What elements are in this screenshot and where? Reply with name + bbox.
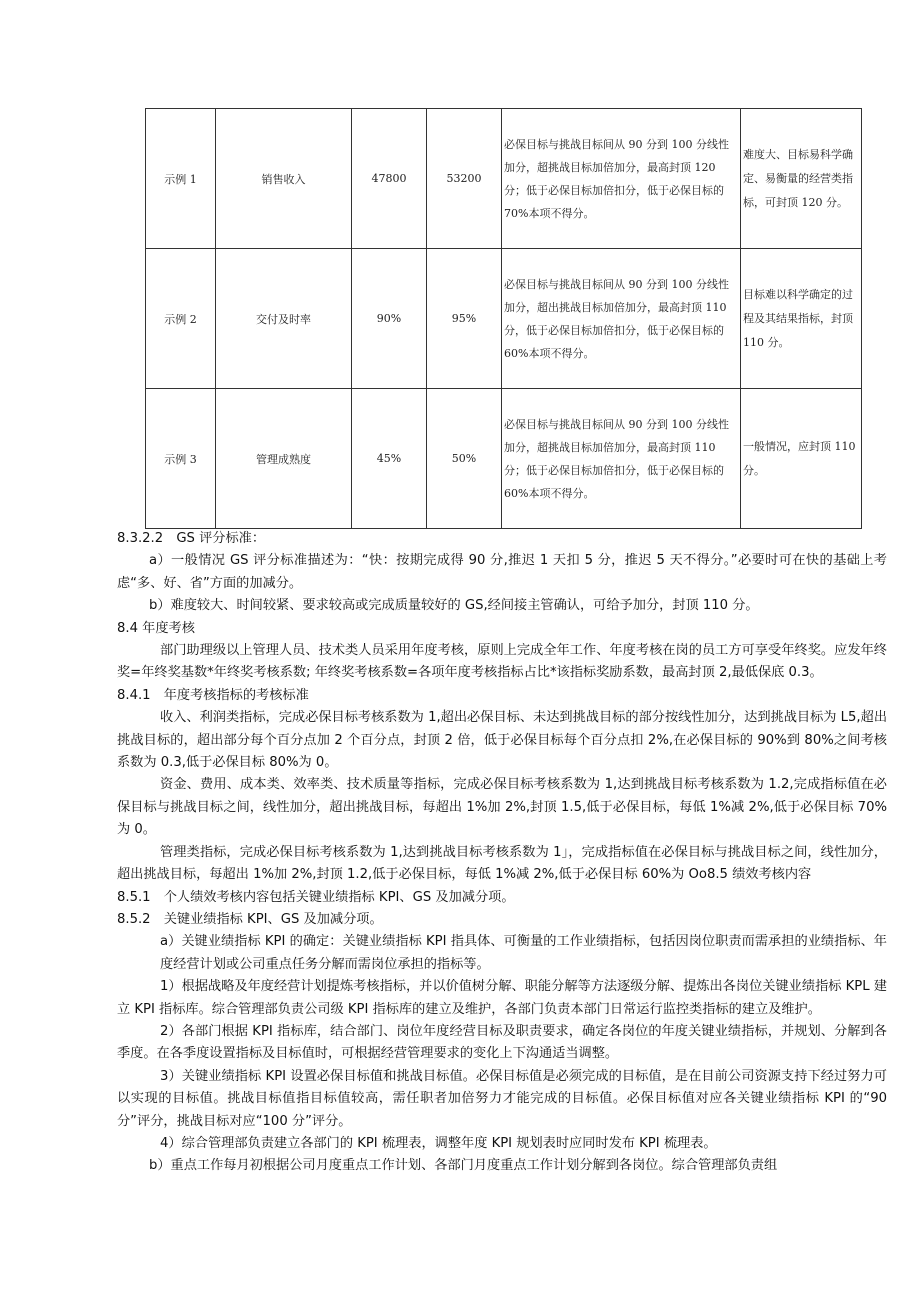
table-row	[146, 389, 862, 529]
cost-indicator-paragraph: 资金、费用、成本类、效率类、技术质量等指标，完成必保目标考核系数为 1,达到挑战目标考核系数为 1.2,完成指标值在必保目标与挑战目标之间，线性加分，超出挑战目标，每超出 1%加 2%,封顶 1.5,低于必保目标，每低 1%减 2%,低于必保目标 70%为 0。	[117, 777, 887, 838]
kpi-step-1: 1）根据战略及年度经营计划提炼考核指标，并以价值树分解、职能分解等方法逐级分解、提炼出各岗位关键业绩指标 KPL 建立 KPI 指标库。综合管理部负责公司级 KPI 指标库的建立及维护，各部门负责本部门日常运行监控类指标的建立及维护。	[117, 979, 887, 1017]
revenue-indicator-paragraph: 收入、利润类指标，完成必保目标考核系数为 1,超出必保目标、未达到挑战目标的部分按线性加分，达到挑战目标为 L5,超出挑战目标的，超出部分每个百分点加 2 个百分点，封顶 2 倍，低于必保目标每个百分点扣 2%,在必保目标的 90%到 80%之间考核系数为 0.3,低于必保目标 80%为 0。	[117, 710, 887, 771]
scoring-rule-cell: 必保目标与挑战目标间从 90 分到 100 分线性加分，超出挑战目标加倍加分，最高封顶 110 分，低于必保目标加倍扣分，低于必保目标的 60%本项不得分。	[502, 249, 741, 389]
remark-cell: 难度大、目标易科学确定、易衡量的经营类指标，可封顶 120 分。	[741, 109, 862, 249]
management-indicator-paragraph: 管理类指标，完成必保目标考核系数为 1,达到挑战目标考核系数为 1」，完成指标值在必保目标与挑战目标之间，线性加分，超出挑战目标，每超出 1%加 2%,封顶 1.2,低于必保目标，每低 1%减 2%,低于必保目标 60%为 Oo8.5 绩效考核内容	[117, 844, 887, 883]
guarantee-target-cell: 90%	[352, 249, 427, 389]
indicator-cell: 管理成熟度	[216, 389, 352, 529]
example-name-cell: 示例 2	[146, 249, 216, 389]
annual-review-paragraph: 部门助理级以上管理人员、技术类人员采用年度考核，原则上完成全年工作、年度考核在岗的员工方可享受年终奖。应发年终奖=年终奖基数*年终奖考核系数; 年终奖考核系数=各项年度考核指标占比*该指标奖励系数，最高封顶 2,最低保底 0.3。	[117, 643, 887, 681]
indicator-cell: 交付及时率	[216, 249, 352, 389]
section-heading-8-4: 8.4 年度考核	[117, 620, 195, 636]
document-body	[117, 528, 887, 1178]
example-name-cell: 示例 1	[146, 109, 216, 249]
guarantee-target-cell: 45%	[352, 389, 427, 529]
kpi-step-3: 3）关键业绩指标 KPI 设置必保目标值和挑战目标值。必保目标值是必须完成的目标值，是在目前公司资源支持下经过努力可以实现的目标值。挑战目标值指目标值较高，需任职者加倍努力才能完成的目标值。必保目标值对应各关键业绩指标 KPI 的“90 分”评分，挑战目标对应“100 分”评分。	[117, 1068, 887, 1129]
kpi-step-4: 4）综合管理部负责建立各部门的 KPI 梳理表，调整年度 KPI 规划表时应同时发布 KPI 梳理表。	[160, 1135, 717, 1151]
key-work-paragraph: b）重点工作每月初根据公司月度重点工作计划、各部门月度重点工作计划分解到各岗位。综合管理部负责组	[149, 1158, 778, 1174]
kpi-example-table	[145, 108, 862, 529]
kpi-step-2: 2）各部门根据 KPI 指标库，结合部门、岗位年度经营目标及职责要求，确定各岗位的年度关键业绩指标，并规划、分解到各季度。在各季度设置指标及目标值时，可根据经营管理要求的变化上下沟通适当调整。	[117, 1023, 887, 1062]
section-heading-8-4-1: 8.4.1 年度考核指标的考核标准	[117, 687, 309, 703]
gs-standard-b: b）难度较大、时间较紧、要求较高或完成质量较好的 GS,经间接主管确认，可给予加分，封顶 110 分。	[149, 598, 759, 614]
section-8-5-2: 8.5.2 关键业绩指标 KPI、GS 及加减分项。	[117, 911, 383, 927]
table-row	[146, 249, 862, 389]
scoring-rule-cell: 必保目标与挑战目标间从 90 分到 100 分线性加分，超挑战目标加倍加分，最高封顶 120 分；低于必保目标加倍扣分，低于必保目标的 70%本项不得分。	[502, 109, 741, 249]
remark-cell: 目标难以科学确定的过程及其结果指标，封顶 110 分。	[741, 249, 862, 389]
gs-standard-a: a）一般情况 GS 评分标准描述为：“快：按期完成得 90 分,推迟 1 天扣 5 分，推迟 5 天不得分。”必要时可在快的基础上考虑“多、好、省”方面的加减分。	[117, 553, 887, 591]
table-row	[146, 109, 862, 249]
section-8-5-1: 8.5.1 个人绩效考核内容包括关键业绩指标 KPI、GS 及加减分项。	[117, 889, 515, 905]
scoring-rule-cell: 必保目标与挑战目标间从 90 分到 100 分线性加分，超挑战目标加倍加分，最高封顶 110 分；低于必保目标加倍扣分，低于必保目标的 60%本项不得分。	[502, 389, 741, 529]
challenge-target-cell: 95%	[427, 249, 502, 389]
section-heading-8-3-2-2: 8.3.2.2 GS 评分标准：	[117, 531, 266, 546]
challenge-target-cell: 50%	[427, 389, 502, 529]
kpi-definition-paragraph: a）关键业绩指标 KPI 的确定：关键业绩指标 KPI 指具体、可衡量的工作业绩指标，包括因岗位职责而需承担的业绩指标、年度经营计划或公司重点任务分解而需岗位承担的指标等。	[160, 934, 887, 972]
example-name-cell: 示例 3	[146, 389, 216, 529]
guarantee-target-cell: 47800	[352, 109, 427, 249]
indicator-cell: 销售收入	[216, 109, 352, 249]
remark-cell: 一般情况，应封顶 110 分。	[741, 389, 862, 529]
challenge-target-cell: 53200	[427, 109, 502, 249]
